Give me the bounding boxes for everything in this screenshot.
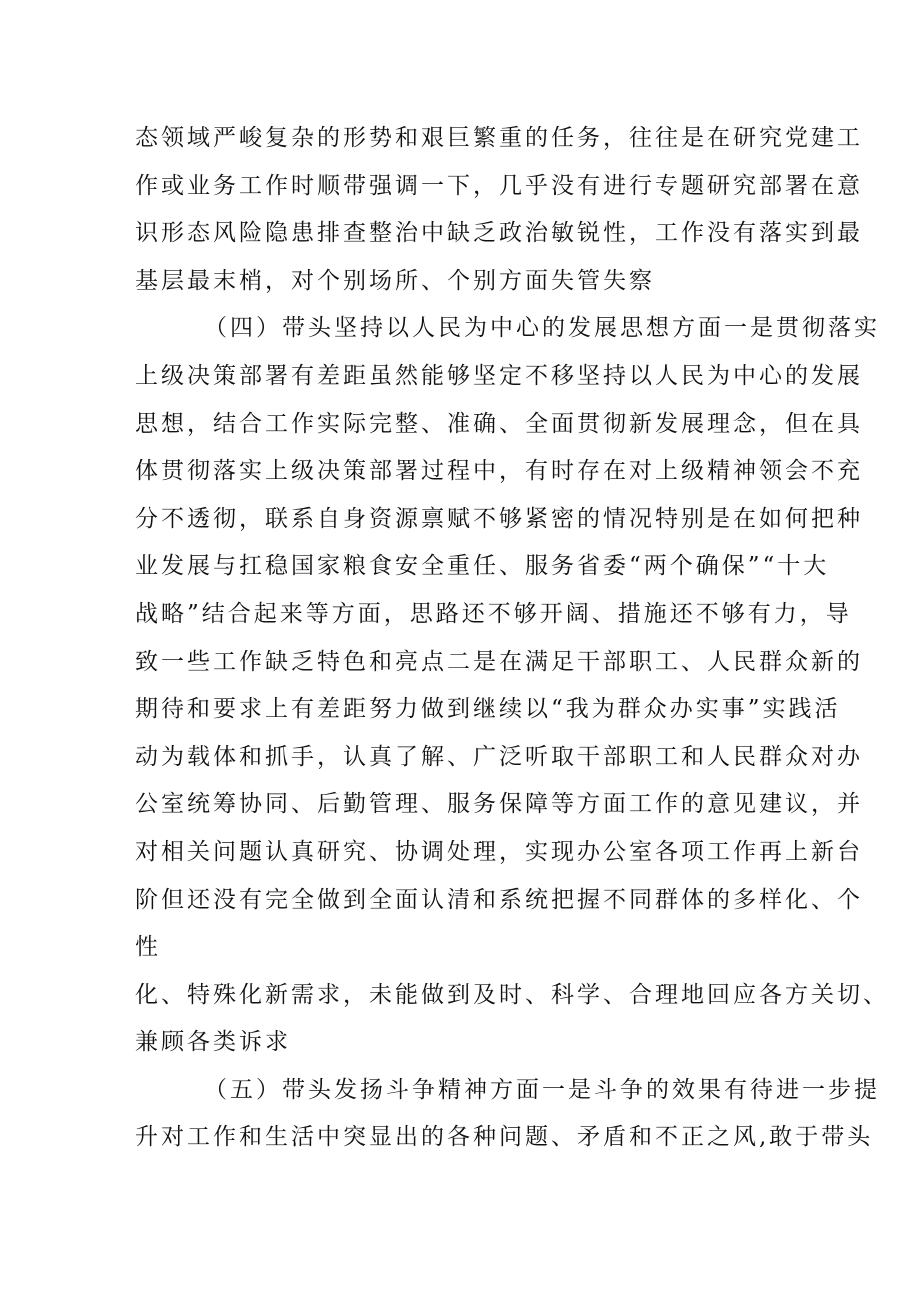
text-line: 性: [135, 934, 161, 961]
text-line: 态领域严峻复杂的形势和艰巨繁重的任务，往往是在研究党建工: [135, 125, 863, 151]
text-line: 上级决策部署有差距虽然能够坚定不移坚持以人民为中心的发展: [135, 362, 863, 389]
text-line: 业发展与扛稳国家粮食安全重任、服务省委“两个确保”“十大: [135, 553, 830, 580]
text-line: 期待和要求上有差距努力做到继续以“我为群众办实事”实践活: [135, 696, 841, 723]
text-line: 兼顾各类诉求: [135, 1029, 291, 1056]
section-four-heading-line: （四）带头坚持以人民为中心的发展思想方面一是贯彻落实: [204, 315, 880, 342]
document-body: [135, 115, 889, 1162]
section-five-heading-line: （五）带头发扬斗争精神方面一是斗争的效果有待进一步提: [204, 1076, 880, 1103]
text-line: 阶但还没有完全做到全面认清和系统把握不同群体的多样化、个: [135, 886, 863, 913]
text-line: 公室统筹协同、后勤管理、服务保障等方面工作的意见建议，并: [135, 791, 863, 818]
text-line: 作或业务工作时顺带强调一下，几乎没有进行专题研究部署在意: [135, 172, 863, 199]
text-line: 化、特殊化新需求，未能做到及时、科学、合理地回应各方关切、: [135, 981, 889, 1008]
text-line: 升对工作和生活中突显出的各种问题、矛盾和不正之风,敢于带头: [135, 1124, 874, 1151]
text-line: 分不透彻，联系自身资源禀赋不够紧密的情况特别是在如何把种: [135, 505, 863, 532]
text-line: 基层最末梢，对个别场所、个别方面失管失察: [135, 267, 655, 294]
text-line: 识形态风险隐患排查整治中缺乏政治敏锐性，工作没有落实到最: [135, 220, 863, 247]
text-line: 致一些工作缺乏特色和亮点二是在满足干部职工、人民群众新的: [135, 648, 863, 675]
text-line: 战略”结合起来等方面，思路还不够开阔、措施还不够有力，导: [135, 600, 852, 627]
text-line: 动为载体和抓手，认真了解、广泛听取干部职工和人民群众对办: [135, 743, 863, 770]
text-line: 对相关问题认真研究、协调处理，实现办公室各项工作再上新台: [135, 838, 863, 865]
text-line: 体贯彻落实上级决策部署过程中，有时存在对上级精神领会不充: [135, 458, 863, 485]
text-line: 思想，结合工作实际完整、准确、全面贯彻新发展理念，但在具: [135, 410, 863, 437]
